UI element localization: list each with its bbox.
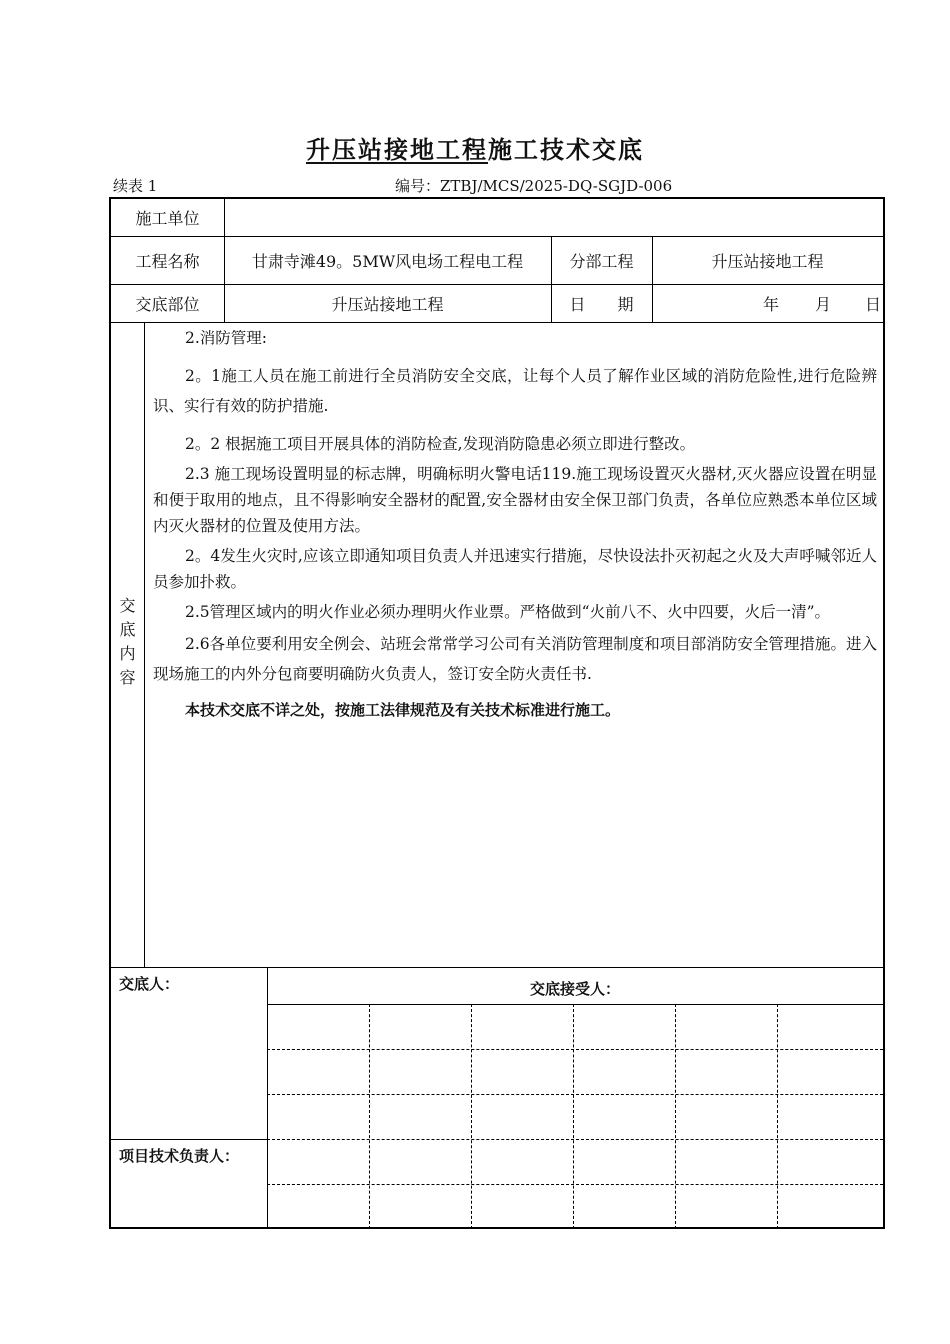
side-char: 底	[119, 620, 136, 639]
project-name-value[interactable]: 甘肃寺滩49。5MW风电场工程电工程	[251, 251, 524, 271]
content-paragraph: 2.5管理区域内的明火作业必须办理明火作业票。严格做到“火前八不、火中四要，火后一清”。	[185, 603, 831, 621]
date-year[interactable]: 年	[763, 294, 780, 314]
document-title	[0, 130, 950, 165]
construction-unit-label: 施工单位	[135, 209, 200, 228]
side-char: 内	[119, 644, 136, 663]
construction-unit-value[interactable]	[231, 199, 871, 236]
content-paragraph: 2.3 施工现场设置明显的标志牌，明确标明火警电话119.施工现场设置灭火器材,灭火器应设置在明显和便于取用的地点，且不得影响安全器材的配置,安全器材由安全保卫部门负责，各单位应熟悉本单位区域内灭火器材的位置及使用方法。	[153, 465, 877, 535]
handover-content	[153, 325, 877, 723]
date-month[interactable]: 月	[815, 294, 832, 314]
content-paragraph: 2.6各单位要利用安全例会、站班会常常学习公司有关消防管理制度和项目部消防安全管理措施。进入现场施工的内外分包商要明确防火负责人，签订安全防火责任书.	[153, 635, 877, 683]
sub-project-value[interactable]: 升压站接地工程	[711, 251, 824, 271]
handover-part-value[interactable]: 升压站接地工程	[331, 294, 444, 314]
project-name-label: 工程名称	[135, 251, 200, 271]
handover-form	[109, 197, 885, 1229]
handover-part-label: 交底部位	[135, 294, 200, 314]
content-closing: 本技术交底不详之处，按施工法律规范及有关技术标准进行施工。	[185, 701, 621, 719]
title-rest: 施工技术交底	[488, 135, 644, 164]
handover-person-label: 交底人：	[119, 975, 180, 993]
date-label: 日 期	[569, 294, 634, 314]
side-char: 交	[119, 596, 136, 615]
document-code: 编号：ZTBJ/MCS/2025-DQ-SGJD-006	[395, 177, 673, 195]
title-underlined-part: 升压站接地工程	[306, 135, 488, 164]
content-paragraph: 2。2 根据施工项目开展具体的消防检查,发现消防隐患必须立即进行整改。	[185, 435, 696, 453]
content-side-label	[111, 594, 144, 690]
receiver-label: 交底接受人：	[529, 980, 620, 998]
sheet-label: 续表 1	[113, 177, 158, 195]
sub-project-label: 分部工程	[569, 251, 634, 271]
side-char: 容	[119, 668, 136, 687]
content-heading: 2.消防管理:	[185, 329, 268, 347]
date-day[interactable]: 日	[865, 294, 882, 314]
tech-lead-label: 项目技术负责人：	[119, 1147, 240, 1165]
content-paragraph: 2。4发生火灾时,应该立即通知项目负责人并迅速实行措施，尽快设法扑灭初起之火及大声呼喊邻近人员参加扑救。	[153, 547, 877, 591]
content-paragraph: 2。1施工人员在施工前进行全员消防安全交底，让每个人员了解作业区域的消防危险性,进行危险辨识、实行有效的防护措施.	[153, 367, 877, 415]
